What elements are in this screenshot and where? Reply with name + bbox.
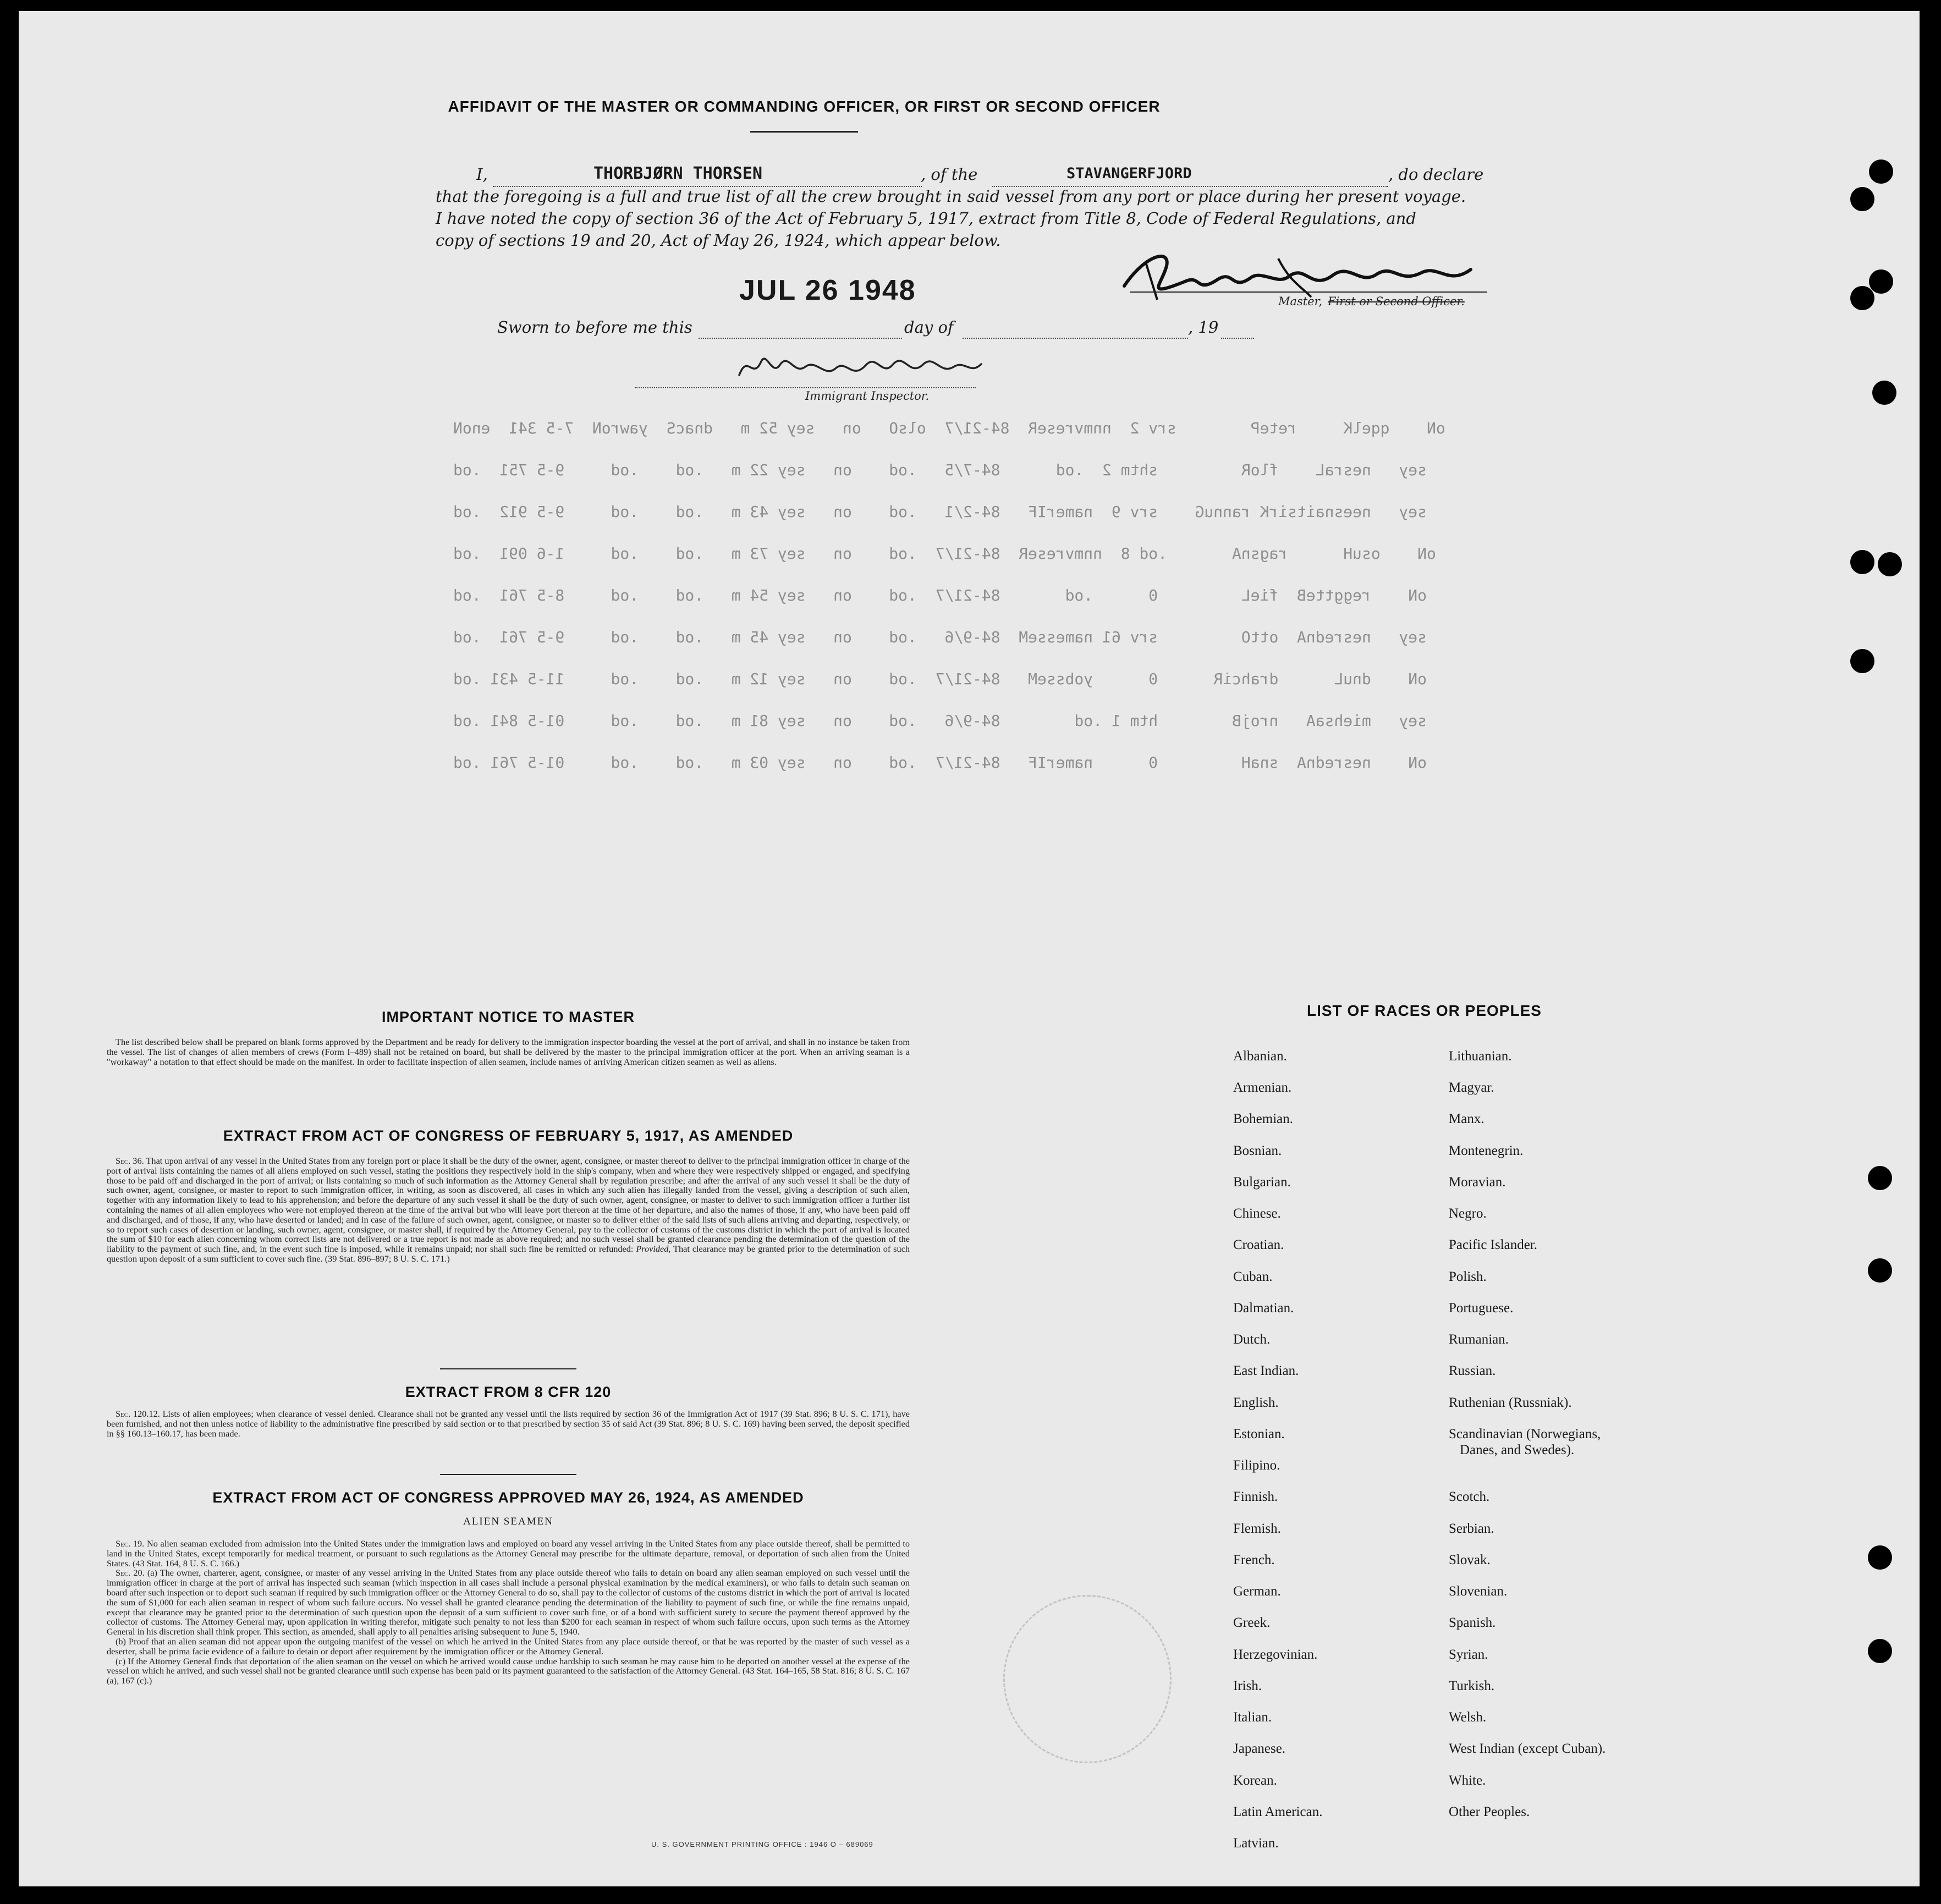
race-item: Negro. <box>1449 1206 1487 1221</box>
sworn-label: Sworn to before me this <box>497 318 692 337</box>
i-label: I, <box>476 165 488 184</box>
title-rule <box>750 131 858 133</box>
bleed-row: oN dnuL drahciR 0 yobsseM 84-21/7 .od on sey 12 m .od .od 11-5 431 .od <box>453 670 1427 688</box>
punch-hole <box>1868 1639 1892 1663</box>
race-item: Croatian. <box>1233 1237 1284 1252</box>
race-item: Dalmatian. <box>1233 1301 1294 1316</box>
race-item: Other Peoples. <box>1449 1804 1530 1819</box>
date-stamp: JUL 26 1948 <box>739 274 916 306</box>
postal-seal-mark <box>1003 1595 1172 1763</box>
notice-title: IMPORTANT NOTICE TO MASTER <box>382 1009 635 1025</box>
officer-struck-label: First or Second Officer. <box>1328 295 1465 308</box>
affidavit-title: AFFIDAVIT OF THE MASTER OR COMMANDING OFFICER, OR FIRST OR SECOND OFFICER <box>448 98 1161 115</box>
punch-hole <box>1872 381 1896 405</box>
punch-hole <box>1850 286 1874 310</box>
punch-hole <box>1878 552 1902 576</box>
sworn-month-line <box>963 338 1188 339</box>
punch-hole <box>1868 1258 1892 1283</box>
race-item: Herzegovinian. <box>1233 1647 1318 1662</box>
punch-hole <box>1868 1545 1892 1570</box>
sec-36-label: Sec. 36. <box>116 1155 144 1166</box>
do-declare-label: , do declare <box>1388 165 1484 184</box>
sec-120-text: Lists of alien employees; when clearance of vessel denied. Clearance shall not be granted any vessel until the lists required by section 36 of the Immigration Act of 1917 (39 Stat. 896; 8 U. S. C. 171), have been furnished, and not then unless notice of liability to the administrative fine prescribed by said section or to that prescribed by section 35 of said Act (39 Stat. 896; 8 U. S. C. 169) having been served, the deposit specified in §§ 160.13–160.17, has been made. <box>107 1408 910 1439</box>
of-the-label: , of the <box>921 165 978 184</box>
extract-1917-title: EXTRACT FROM ACT OF CONGRESS OF FEBRUARY 5, 1917, AS AMENDED <box>223 1127 794 1144</box>
day-of-label: day of <box>904 318 954 337</box>
race-item: Latvian. <box>1233 1836 1279 1851</box>
race-item: English. <box>1233 1395 1279 1410</box>
document-page <box>19 11 1920 1886</box>
race-item: Korean. <box>1233 1773 1277 1788</box>
affidavit-line-4: copy of sections 19 and 20, Act of May 26, 1924, which appear below. <box>436 231 1001 250</box>
master-label: Master, <box>1278 295 1323 308</box>
race-item: Pacific Islander. <box>1449 1237 1538 1252</box>
extract-1924-title: EXTRACT FROM ACT OF CONGRESS APPROVED MAY 26, 1924, AS AMENDED <box>212 1489 804 1506</box>
sec-20c-text: (c) If the Attorney General finds that deportation of the alien seaman on the vessel on which he arrived would cause undue hardship to such seaman he may cause him to be deported on another vessel at the expense of the vessel on which he arrived, and such vessel shall not be granted clearance until such expense has been paid or its payment guaranteed to the satisfaction of the Attorney General. (43 Stat. 164–165, 58 Stat. 816; 8 U. S. C. 167 (a), 167 (c).) <box>107 1655 910 1686</box>
sec-36-text: That upon arrival of any vessel in the United States from any foreign port or place it shall be the duty of the owner, agent, consignee, or master thereof to deliver to the principal immigration officer in charge of the port of arrival lists containing the names of all aliens employed on such vessel, stating the positions they respectively hold in the ship's company, when and where they were respectively shipped or engaged, and specifying those to be paid off and discharged in the port of arrival; or lists containing so much of such information as the Attorney General shall by regulation prescribe; and after the arrival of any such vessel it shall be the duty of such owner, agent, consignee, or master to report to such immigration officer, in writing, as soon as discovered, all cases in which any such alien has illegally landed from the vessel, giving a description of such alien, together with any information likely to lead to his apprehension; and before the departure of any such vessel it shall be the duty of such owner, agent, consignee, or master to deliver to such immigration officer a further list containing the names of all alien employees who were not employed thereon at the time of the arrival but who will leave port thereon at the time of her departure, and also the names of those, if any, who have been paid off and discharged, and of those, if any, who have deserted or landed; and in case of the failure of such owner, agent, consignee, or master so to deliver either of the said lists of such aliens arriving and departing, respectively, or so to report such cases of desertion or landing, such owner, agent, consignee, or master shall, if required by the Attorney General, pay to the collector of customs of the customs district in which the port of arrival is located the sum of $10 for each alien concerning whom correct lists are not delivered or a true report is not made as above required; and no such vessel shall be granted clearance pending the determination of the question of the liability to the payment of such fine, and, in the event such fine is imposed, while it remains unpaid; nor shall such fine be remitted or refunded: <box>107 1155 910 1254</box>
race-item: Montenegrin. <box>1449 1143 1524 1158</box>
race-item: Ruthenian (Russniak). <box>1449 1395 1572 1410</box>
race-item: Japanese. <box>1233 1741 1286 1756</box>
inspector-line <box>635 387 976 388</box>
sworn-day-line <box>699 338 902 339</box>
race-item: Cuban. <box>1233 1269 1273 1284</box>
race-item: Italian. <box>1233 1710 1272 1725</box>
punch-hole <box>1869 269 1893 294</box>
race-item: East Indian. <box>1233 1363 1299 1378</box>
race-item: Russian. <box>1449 1363 1496 1378</box>
race-item: Welsh. <box>1449 1710 1487 1725</box>
race-item: Flemish. <box>1233 1521 1281 1536</box>
punch-hole <box>1850 187 1874 211</box>
sec-19-label: Sec. 19. <box>116 1538 145 1549</box>
race-item: Portuguese. <box>1449 1301 1514 1316</box>
extract-cfr-body <box>107 1409 910 1438</box>
notice-body <box>107 1037 910 1066</box>
bleed-row: sey miehsaA nrojB htm 1 .od 84-9/6 .od on sey 81 m .od .od 01-5 841 .od <box>453 712 1427 730</box>
race-item: Manx. <box>1449 1111 1484 1126</box>
vessel-name: STAVANGERFJORD <box>1066 165 1192 182</box>
race-item: Bulgarian. <box>1233 1175 1291 1190</box>
provided-label: Provided, <box>636 1243 671 1254</box>
sec-20-label: Sec. 20. <box>116 1567 145 1578</box>
race-item: Turkish. <box>1449 1679 1495 1693</box>
sec-20b-text: (b) Proof that an alien seaman did not appear upon the outgoing manifest of the vessel on which he arrived in the United States from any place outside thereof, or that he was reported by the master of such vessel as a deserter, shall be prima facie evidence of a failure to detain or deport after requirement by the immigration officer or the Attorney General. <box>107 1636 910 1657</box>
race-item: Irish. <box>1233 1679 1262 1693</box>
inspector-signature <box>734 348 987 392</box>
punch-hole <box>1868 1166 1892 1190</box>
race-item: Lithuanian. <box>1449 1049 1512 1064</box>
affidavit-line-3: I have noted the copy of section 36 of the Act of February 5, 1917, extract from Title 8, Code of Federal Regulations, and <box>436 209 1416 228</box>
signature-line <box>1130 291 1487 293</box>
sec-120-label: Sec. 120.12. <box>116 1408 160 1419</box>
race-item: Bosnian. <box>1233 1143 1282 1158</box>
race-item: Spanish. <box>1449 1615 1496 1630</box>
sworn-year-line <box>1221 338 1254 339</box>
race-item: Chinese. <box>1233 1206 1281 1221</box>
extract-cfr-title: EXTRACT FROM 8 CFR 120 <box>405 1384 612 1400</box>
race-item: Latin American. <box>1233 1804 1323 1819</box>
bleed-row: sey nesrednA ottO srv 61 namesseM 84-9/6 .od on sey 45 m .od .od 9-5 761 .od <box>453 628 1427 646</box>
race-item: Syrian. <box>1449 1647 1488 1662</box>
year-label: , 19 <box>1188 318 1219 337</box>
race-item: Slovenian. <box>1449 1584 1508 1599</box>
sec-19-text: No alien seaman excluded from admission into the United States under the immigration laws and employed on board any vessel arriving in the United States from any place outside thereof, shall be permitted to land in the United States, except temporarily for medical treatment, or pursuant to such regulations as the Attorney General may prescribe for the ultimate departure, removal, or deportation of such alien from the United States. (43 Stat. 164, 8 U. S. C. 166.) <box>107 1538 910 1569</box>
officer-name: THORBJØRN THORSEN <box>593 164 763 183</box>
extract-1917-body <box>107 1156 910 1264</box>
race-item: Armenian. <box>1233 1080 1292 1095</box>
sec-20a-text: (a) The owner, charterer, agent, consignee, or master of any vessel arriving in the United States from any place outside thereof who fails to detain on board any alien seaman employed on such vessel until the immigration officer in charge at the port of arrival has inspected such seaman (which inspection in all cases shall include a personal physical examination by the medical examiners), or who fails to detain such seaman on board after such inspection or to deport such seaman if required by such immigration officer or the Attorney General to do so, shall pay to the collector of customs of the customs district in which the port of arrival is located the sum of $1,000 for each alien seaman in respect of whom such failure occurs. No vessel shall be granted clearance pending the determination of the liability to payment of such fine, or while the fine remains unpaid, except that clearance may be granted prior to the determination of such question upon the deposit of a sum sufficient to cover such fine, or of a bond with sufficient surety to secure the payment thereof approved by the collector of customs. The Attorney General may, upon application in writing therefor, mitigate such penalty to not less than $200 for each seaman in respect of whom such failure occurs, upon such terms as the Attorney General in his discretion shall think proper. This section, as amended, shall apply to all penalties arising subsequent to June 5, 1940. <box>107 1567 910 1637</box>
race-item: Greek. <box>1233 1615 1271 1630</box>
bleed-row: sey neesnaitsirK rannuG srv 9 namerIF 84-2/1 .od on sey 43 m .od .od 9-5 912 .od <box>453 503 1427 521</box>
race-item: Albanian. <box>1233 1049 1287 1064</box>
notice-paragraph: The list described below shall be prepared on blank forms approved by the Department and be ready for delivery to the immigration inspector boarding the vessel at the port of arrival, and shall in no instance be taken from the vessel. The list of changes of alien members of crews (Form I–489) shall not be retained on board, but shall be delivered by the master to the principal immigration officer at the port. When an arriving seaman is a "workaway" a notation to that effect should be made on the manifest. In order to facilitate inspection of alien seamen, include names of arriving American citizen seamen as well as aliens. <box>107 1037 910 1067</box>
race-item: Scotch. <box>1449 1489 1490 1504</box>
bleed-row: oN qqelK reteP srv 2 nnmvreseR 84-21/7 olsO on sey 52 m dnacS yawroN 7-5 341 enoN <box>453 419 1445 437</box>
race-item: Rumanian. <box>1449 1332 1509 1347</box>
punch-hole <box>1850 550 1874 574</box>
race-item: Scandinavian (Norwegians, <box>1449 1427 1601 1441</box>
race-item: Magyar. <box>1449 1080 1494 1095</box>
inspector-label: Immigrant Inspector. <box>805 389 930 403</box>
race-item: White. <box>1449 1773 1486 1788</box>
punch-hole <box>1850 649 1874 673</box>
race-item: West Indian (except Cuban). <box>1449 1741 1606 1756</box>
race-item: Estonian. <box>1233 1427 1285 1441</box>
extract-1924-body <box>107 1539 910 1686</box>
race-item: Finnish. <box>1233 1489 1278 1504</box>
race-item: French. <box>1233 1553 1275 1567</box>
punch-hole <box>1869 159 1893 184</box>
bleed-row: oN nesrednA snaH 0 namerIF 84-21/7 .od on sey 03 m .od .od 01-5 761 .od <box>453 753 1427 772</box>
bleed-row: sey nesraL floR shtm 2 .od 84-7/5 .od on sey 22 m .od .od 9-5 751 .od <box>453 461 1427 479</box>
alien-seamen-subtitle: ALIEN SEAMEN <box>463 1516 553 1527</box>
race-item: Filipino. <box>1233 1458 1280 1473</box>
race-item: Slovak. <box>1449 1553 1491 1567</box>
affidavit-line-2: that the foregoing is a full and true list of all the crew brought in said vessel from any port or place during her present voyage. <box>436 187 1466 206</box>
section-rule <box>440 1368 576 1369</box>
printing-office-footer: U. S. GOVERNMENT PRINTING OFFICE : 1946 O – 689069 <box>651 1840 873 1848</box>
race-item: Dutch. <box>1233 1332 1271 1347</box>
race-item: Moravian. <box>1449 1175 1506 1190</box>
race-item: Danes, and Swedes). <box>1460 1443 1575 1457</box>
section-rule <box>440 1474 576 1475</box>
race-item: German. <box>1233 1584 1281 1599</box>
sec-36-text-end: That clearance may be granted prior to the determination of such question upon deposit of a sum sufficient to cover such fine. (39 Stat. 896–897; 8 U. S. C. 171.) <box>107 1243 910 1264</box>
bleed-row: oN osuH ragsnA .od 8 nnmvreseR 84-21/7 .od on sey 73 m .od .od 1-6 091 .od <box>453 544 1436 563</box>
race-item: Polish. <box>1449 1269 1487 1284</box>
race-item: Serbian. <box>1449 1521 1494 1536</box>
bleed-row: oN reggtteB fieL 0 .od 84-21/7 .od on sey 54 m .od .od 8-5 761 .od <box>453 586 1427 604</box>
races-title: LIST OF RACES OR PEOPLES <box>1307 1002 1542 1019</box>
race-item: Bohemian. <box>1233 1111 1294 1126</box>
